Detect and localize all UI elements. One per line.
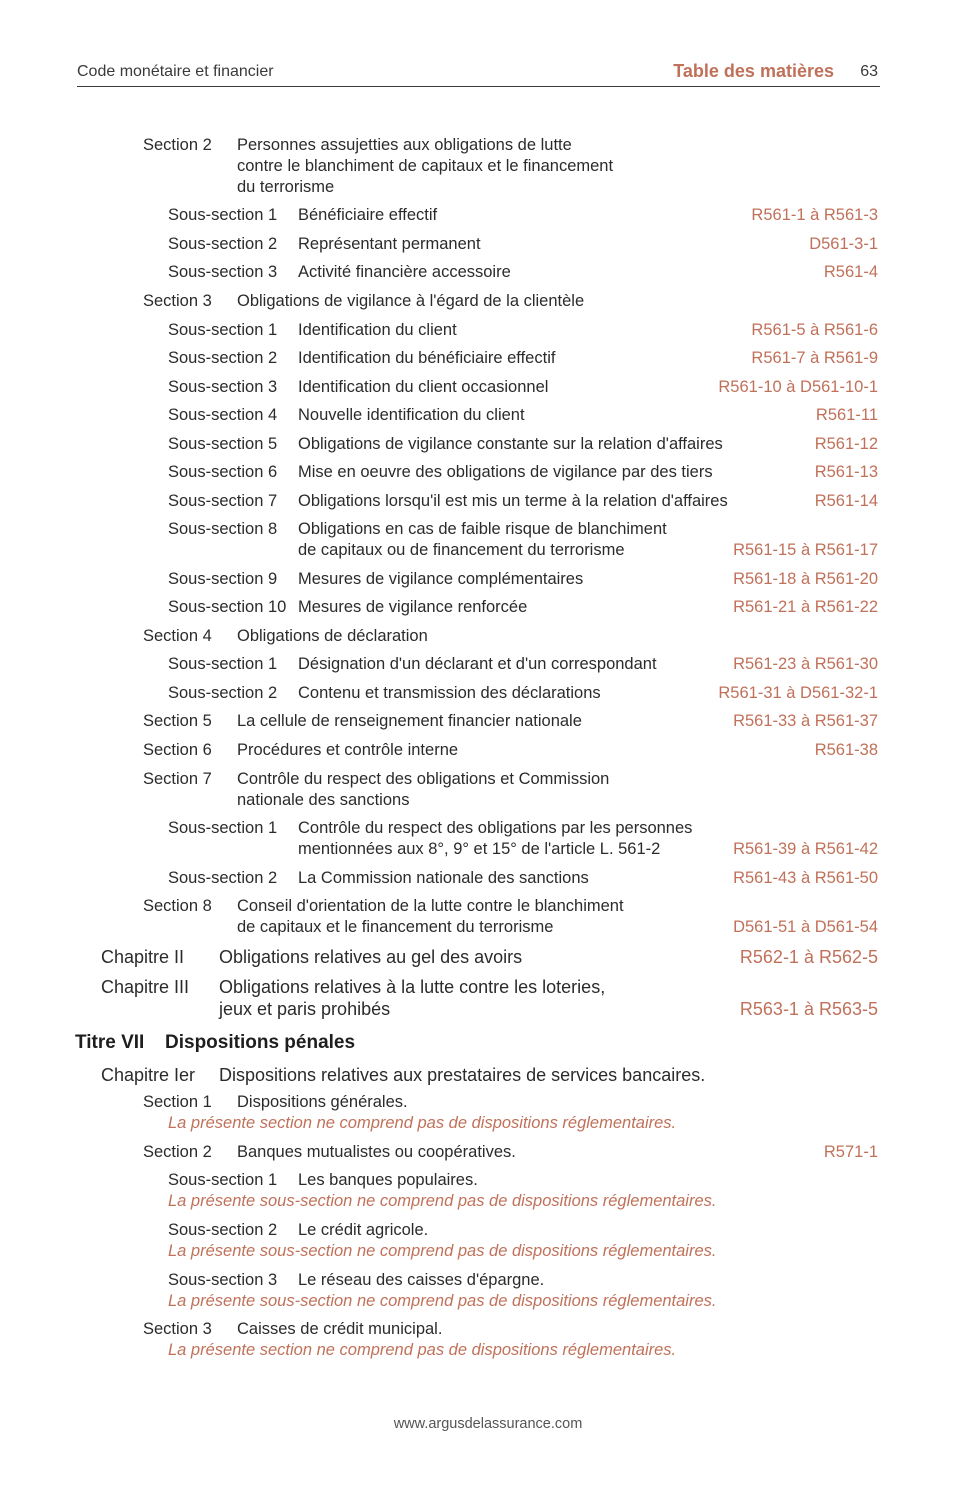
toc-entry-label: Sous-section 3 (168, 263, 278, 281)
toc-entry-text: Obligations relatives à la lutte contre les loteries, jeux et paris prohibés (219, 977, 606, 1019)
toc-entry-text: Dispositions générales. (237, 1093, 408, 1111)
toc-entry-text: Mise en oeuvre des obligations de vigilance par des tiers (298, 463, 713, 481)
toc-entry-label: Section 6 (143, 741, 212, 759)
toc-entry-text: Obligations lorsqu'il est mis un terme à la relation d'affaires (298, 492, 728, 510)
toc-entry-label: Sous-section 2 (168, 869, 278, 887)
toc-article-ref[interactable]: R561-31 à D561-32-1 (718, 684, 878, 702)
toc-article-ref[interactable]: R561-23 à R561-30 (733, 655, 878, 673)
toc-article-ref[interactable]: R561-11 (815, 406, 878, 424)
toc-article-ref[interactable]: D561-51 à D561-54 (733, 918, 878, 936)
toc-entry-label: Sous-section 2 (168, 684, 278, 702)
toc-entry-label: Section 2 (143, 136, 212, 154)
toc-entry-note: La présente sous-section ne comprend pas de dispositions réglementaires. (168, 1292, 717, 1310)
toc-article-ref[interactable]: R561-18 à R561-20 (733, 570, 878, 588)
toc-article-ref[interactable]: R561-12 (814, 435, 878, 453)
toc-entry-label: Sous-section 3 (168, 1271, 278, 1289)
toc-article-ref[interactable]: D561-3-1 (809, 235, 878, 253)
toc-entry-label: Section 1 (143, 1093, 212, 1111)
toc-entry-text: Contrôle du respect des obligations par les personnes mentionnées aux 8°, 9° et 15° de l'article L. 561-2 (298, 819, 693, 858)
toc-entry-text: Contenu et transmission des déclarations (298, 684, 601, 702)
toc-article-ref[interactable]: R561-13 (814, 463, 878, 481)
footer-url[interactable]: www.argusdelassurance.com (393, 1416, 583, 1432)
toc-article-ref[interactable]: R561-14 (814, 492, 878, 510)
toc-entry-label: Section 2 (143, 1143, 212, 1161)
toc-article-ref[interactable]: R563-1 à R563-5 (739, 999, 878, 1019)
toc-article-ref[interactable]: R561-10 à D561-10-1 (718, 378, 878, 396)
toc-entry-text: Le réseau des caisses d'épargne. (298, 1271, 545, 1289)
toc-title-entry[interactable] (75, 1032, 878, 1056)
toc-entry-label: Sous-section 1 (168, 819, 278, 837)
toc-article-ref[interactable]: R561-15 à R561-17 (733, 541, 878, 559)
toc-entry-note: La présente section ne comprend pas de dispositions réglementaires. (168, 1114, 677, 1132)
toc-entry-note: La présente section ne comprend pas de dispositions réglementaires. (168, 1341, 677, 1359)
toc-entry-label: Sous-section 2 (168, 1221, 278, 1239)
toc-entry-text: Représentant permanent (298, 235, 481, 253)
toc-entry-label: Sous-section 5 (168, 435, 278, 453)
toc-entry-label: Sous-section 6 (168, 463, 278, 481)
toc-entry-label: Sous-section 1 (168, 321, 278, 339)
toc-entry-text: Caisses de crédit municipal. (237, 1320, 443, 1338)
toc-entry-text: Obligations en cas de faible risque de blanchiment de capitaux ou de financement du terrorisme (298, 520, 667, 559)
toc-article-ref[interactable]: R571-1 (823, 1143, 878, 1161)
toc-entry-text: Obligations relatives au gel des avoirs (219, 947, 523, 967)
toc-entry-label: Section 4 (143, 627, 212, 645)
toc-entry-text: Le crédit agricole. (298, 1221, 429, 1239)
toc-entry-text: Obligations de déclaration (237, 627, 428, 645)
toc-entry-label: Chapitre II (101, 947, 185, 967)
toc-entry-label: Sous-section 2 (168, 349, 278, 367)
toc-article-ref[interactable]: R561-5 à R561-6 (751, 321, 878, 339)
toc-entry-text: Procédures et contrôle interne (237, 741, 459, 759)
toc-entry-label: Section 8 (143, 897, 212, 915)
toc-entry-note: La présente sous-section ne comprend pas de dispositions réglementaires. (168, 1242, 717, 1260)
toc-entry-label: Sous-section 10 (168, 598, 287, 616)
toc-article-ref[interactable]: R561-21 à R561-22 (733, 598, 878, 616)
toc-entry-text: Conseil d'orientation de la lutte contre le blanchiment de capitaux et le financement du terrorisme (237, 897, 624, 936)
toc-article-ref[interactable]: R561-39 à R561-42 (733, 840, 878, 858)
toc-entry-text: Les banques populaires. (298, 1171, 478, 1189)
toc-entry-text: Dispositions relatives aux prestataires de services bancaires. (219, 1065, 706, 1085)
toc-entry-text: Identification du bénéficiaire effectif (298, 349, 556, 367)
toc-entry-text: La cellule de renseignement financier nationale (237, 712, 582, 730)
toc-entry-text: Activité financière accessoire (298, 263, 511, 281)
toc-entry-label: Titre VII (75, 1032, 145, 1053)
toc-entry-text: Personnes assujetties aux obligations de lutte contre le blanchiment de capitaux et le financement du terrorisme (237, 136, 614, 196)
toc-entry-text: Dispositions pénales (165, 1032, 356, 1053)
toc-article-ref[interactable]: R561-43 à R561-50 (733, 869, 878, 887)
toc-entry-text: Obligations de vigilance constante sur la relation d'affaires (298, 435, 723, 453)
toc-entry-text: Mesures de vigilance complémentaires (298, 570, 584, 588)
toc-article-ref[interactable]: R561-38 (814, 741, 878, 759)
toc-entry-label: Section 3 (143, 1320, 212, 1338)
toc-entry-text: Banques mutualistes ou coopératives. (237, 1143, 516, 1161)
toc-entry-label: Sous-section 1 (168, 206, 278, 224)
toc-entry-label: Section 3 (143, 292, 212, 310)
toc-entry-label: Chapitre Ier (101, 1065, 196, 1085)
page-number: 63 (860, 63, 878, 80)
toc-entry-text: Contrôle du respect des obligations et Commission nationale des sanctions (237, 770, 610, 809)
toc-entry-text: Bénéficiaire effectif (298, 206, 438, 224)
toc-entry-label: Chapitre III (101, 977, 190, 997)
toc-entry-label: Sous-section 1 (168, 655, 278, 673)
toc-entry-text: Obligations de vigilance à l'égard de la clientèle (237, 292, 585, 310)
header-divider (77, 86, 880, 87)
toc-entry-text: Identification du client occasionnel (298, 378, 549, 396)
toc-article-ref[interactable]: R561-7 à R561-9 (751, 349, 878, 367)
toc-entry-label: Section 5 (143, 712, 212, 730)
toc-article-ref[interactable]: R561-4 (823, 263, 878, 281)
toc-entry-label: Sous-section 7 (168, 492, 278, 510)
running-header-section-title: Table des matières (673, 61, 834, 81)
toc-entry-text: Désignation d'un déclarant et d'un correspondant (298, 655, 657, 673)
toc-entry-label: Section 7 (143, 770, 212, 788)
toc-entry-label: Sous-section 3 (168, 378, 278, 396)
toc-entry-label: Sous-section 1 (168, 1171, 278, 1189)
toc-entry-label: Sous-section 2 (168, 235, 278, 253)
toc-entry-label: Sous-section 4 (168, 406, 278, 424)
toc-entry-text: Mesures de vigilance renforcée (298, 598, 528, 616)
toc-article-ref[interactable]: R561-1 à R561-3 (751, 206, 878, 224)
toc-entry-note: La présente sous-section ne comprend pas de dispositions réglementaires. (168, 1192, 717, 1210)
toc-entry-label: Sous-section 9 (168, 570, 278, 588)
toc-article-ref[interactable]: R562-1 à R562-5 (739, 947, 878, 967)
toc-entry-text: La Commission nationale des sanctions (298, 869, 589, 887)
toc-entry-text: Identification du client (298, 321, 457, 339)
running-header-book-title: Code monétaire et financier (77, 63, 274, 80)
toc-entry-text: Nouvelle identification du client (298, 406, 525, 424)
toc-entry-label: Sous-section 8 (168, 520, 278, 538)
toc-article-ref[interactable]: R561-33 à R561-37 (733, 712, 878, 730)
